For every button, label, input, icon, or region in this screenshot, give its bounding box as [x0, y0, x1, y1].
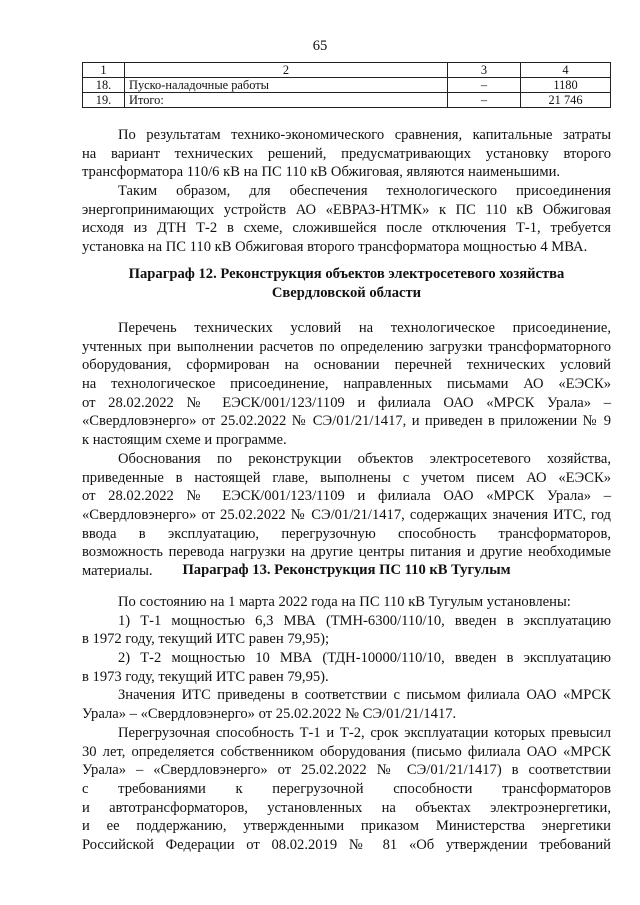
row-value: 1180 — [521, 78, 611, 93]
text-line: учтенных при выполнении расчетов по определению загрузки трансформаторного — [82, 338, 611, 355]
text-line: «Свердловэнерго» от 25.02.2022 № СЭ/01/21/1417, содержащих значения ИТС, год — [82, 506, 611, 523]
text-line: 30 лет, определяется собственником оборудования (письмо филиала ОАО «МРСК — [82, 743, 611, 760]
text-line: материалы. — [82, 562, 153, 579]
paragraph-block-technical-conditions — [82, 319, 611, 581]
text-line: Урала» – «Свердловэнерго» от 25.02.2022 № СЭ/01/21/1417. — [82, 706, 457, 723]
text-line: Урала» – «Свердловэнерго» от 25.02.2022 № СЭ/01/21/1417) в соответствии — [82, 762, 611, 779]
text-line: «Свердловэнерго» от 25.02.2022 № СЭ/01/21/1417, и приведен в приложении № 9 — [82, 413, 611, 430]
table-header-row — [83, 63, 611, 78]
row-name: Пуско-наладочные работы — [125, 78, 448, 93]
text-line: приведенные в настоящей главе, выполнены с учетом писем АО «ЕЭСК» — [82, 469, 611, 486]
text-line: Таким образом, для обеспечения технологического присоединения — [118, 183, 611, 200]
table-header-cell: 4 — [521, 63, 611, 78]
text-line: возможность перевода нагрузки на другие центры питания и другие необходимые — [82, 544, 611, 561]
text-line: Перегрузочная способность Т-1 и Т-2, срок эксплуатации которых превысил — [118, 724, 611, 741]
paragraph-block-comparison — [82, 126, 611, 257]
text-line: к настоящим схеме и программе. — [82, 432, 287, 449]
text-line: и ее поддержанию, утвержденными приказом Министерства энергетики — [82, 818, 611, 835]
paragraph-block-tugulym — [82, 593, 611, 855]
text-line: По результатам технико-экономического сравнения, капитальные затраты — [118, 127, 611, 143]
text-line: 1) Т-1 мощностью 6,3 МВА (ТМН-6300/110/10, введен в эксплуатацию — [118, 612, 611, 629]
text-line: на вариант технических решений, предусматривающих установку второго — [82, 145, 611, 162]
section-heading-12 — [82, 265, 611, 302]
text-line: 2) Т-2 мощностью 10 МВА (ТДН-10000/110/10, введен в эксплуатацию — [118, 650, 611, 667]
text-line: оборудования, сформирован на основании перечней технических условий — [82, 357, 611, 374]
table-header-cell: 3 — [448, 63, 521, 78]
text-line: и автотрансформаторов, установленных на объектах электроэнергетики, — [82, 799, 611, 816]
text-line: энергопринимающих устройств АО «ЕВРАЗ-НТМК» к ПС 110 кВ Обжиговая — [82, 201, 611, 218]
text-line: Российской Федерации от 08.02.2019 № 81 «Об утверждении требований — [82, 836, 611, 853]
text-line: от 28.02.2022 № ЕЭСК/001/123/1109 и филиала ОАО «МРСК Урала» – — [82, 394, 611, 411]
text-line: ввода в эксплуатацию, перегрузочную способность трансформаторов, — [82, 525, 611, 542]
row-number: 19. — [83, 93, 125, 108]
heading-line: Свердловской области — [271, 284, 422, 301]
text-line: установка на ПС 110 кВ Обжиговая второго трансформатора мощностью 4 МВА. — [82, 239, 588, 256]
text-line: на технологическое присоединение, направленных письмами АО «ЕЭСК» — [82, 376, 611, 393]
text-line: трансформатора 110/6 кВ на ПС 110 кВ Обжиговая, являются наименьшими. — [82, 164, 561, 181]
heading-line: Параграф 13. Реконструкция ПС 110 кВ Тугулым — [182, 562, 511, 578]
cost-table — [82, 62, 611, 108]
row-name: Итого: — [125, 93, 448, 108]
table-row — [83, 93, 611, 108]
text-line: исходя из ДТН Т-2 в схеме, сложившейся после отключения Т-1, требуется — [82, 220, 611, 237]
table-header-cell: 2 — [125, 63, 448, 78]
heading-line: Параграф 12. Реконструкция объектов электросетевого хозяйства — [128, 266, 565, 282]
text-line: в 1972 году, текущий ИТС равен 79,95); — [82, 631, 330, 648]
table-row — [83, 78, 611, 93]
row-number: 18. — [83, 78, 125, 93]
table-header-cell: 1 — [83, 63, 125, 78]
section-heading-13 — [82, 561, 611, 580]
text-line: Перечень технических условий на технологическое присоединение, — [118, 320, 611, 336]
text-line: в 1973 году, текущий ИТС равен 79,95). — [82, 668, 329, 685]
text-line: от 28.02.2022 № ЕЭСК/001/123/1109 и филиала ОАО «МРСК Урала» – — [82, 488, 611, 505]
row-value: 21 746 — [521, 93, 611, 108]
row-col3: – — [448, 78, 521, 93]
page-number: 65 — [312, 38, 328, 54]
text-line: Значения ИТС приведены в соответствии с письмом филиала ОАО «МРСК — [118, 687, 611, 704]
text-line: Обоснования по реконструкции объектов электросетевого хозяйства, — [118, 450, 611, 467]
text-line: с требованиями к перегрузочной способности трансформаторов — [82, 780, 611, 797]
row-col3: – — [448, 93, 521, 108]
text-line: По состоянию на 1 марта 2022 года на ПС 110 кВ Тугулым установлены: — [118, 594, 571, 610]
